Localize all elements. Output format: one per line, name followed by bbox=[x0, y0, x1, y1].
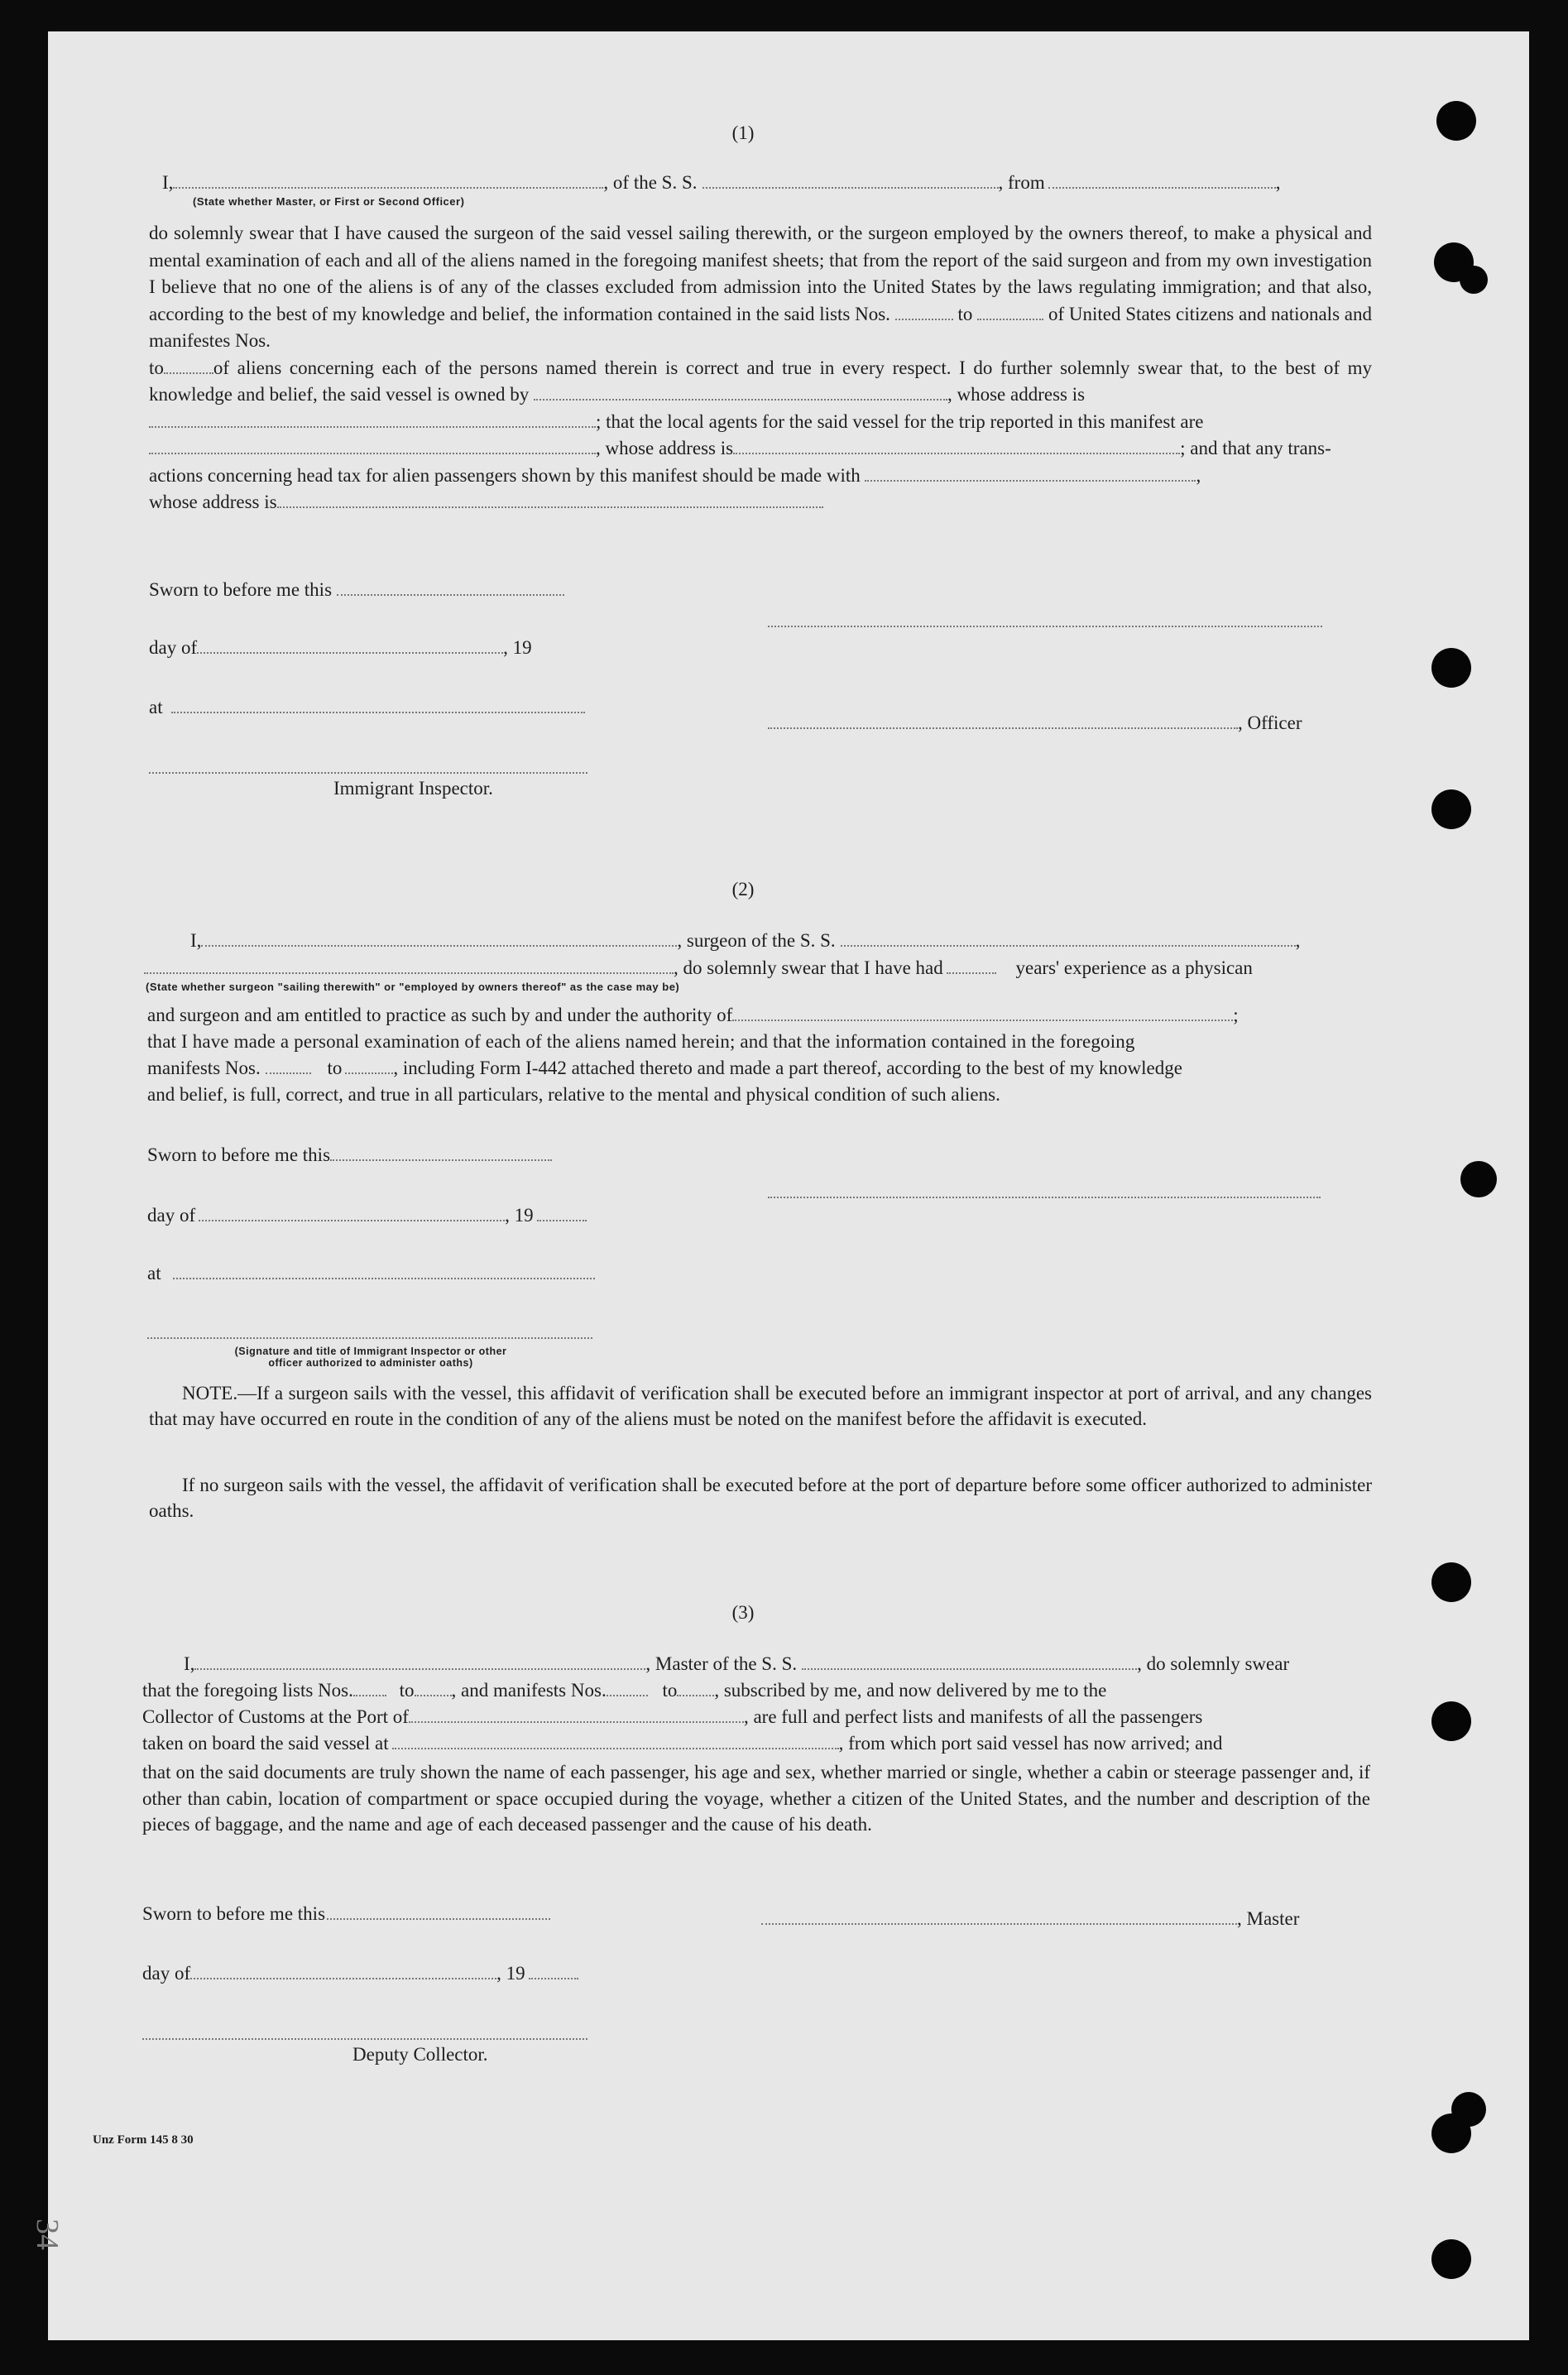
oath-line: I, , of the S. S. , from , bbox=[162, 172, 1281, 193]
day-line: day of , 19 bbox=[147, 1205, 587, 1226]
officer-line: , Officer bbox=[768, 712, 1302, 734]
form-number: Unz Form 145 8 30 bbox=[93, 2133, 194, 2147]
oath-paragraph: do solemnly swear that I have caused the surgeon of the said vessel sailing therewith, or the surgeon employed by the owners thereof, to make a physical and mental examination of each and all of the aliens named in the foregoing manifest sheets; that from the report of the said surgeon and from my own investigation I believe that no one of the aliens is of any of the classes excluded from admission into the United States by the laws regulating immigration; and that also, according to the best of my knowledge and belief, the information contained in the said lists Nos. to of United States citizens and nationals and manifestes Nos. to of aliens concerning each of the persons named therein is correct and true in every respect. I do further solemnly swear that, to the best of my knowledge and belief, the said vessel is owned by , whose address is ; that the local agents for the said vessel for the trip reported in this manifest are , whose address is ; and that any trans- actions concerning head tax for alien passengers shown by this manifest should be made with , whose address is bbox=[149, 223, 1373, 512]
manifests-line: manifests Nos. to , including Form I-442 attached thereto and made a part thereof, according to the best of my knowledge bbox=[147, 1058, 1182, 1078]
examination-line: that I have made a personal examination of each of the aliens named herein; and that the information contained in the foregoing bbox=[147, 1031, 1135, 1052]
handwritten-page-number: 34 bbox=[30, 2219, 65, 2250]
master-line: I, , Master of the S. S. , do solemnly swear bbox=[184, 1653, 1290, 1674]
punch-hole bbox=[1431, 2114, 1471, 2153]
label-from: , from bbox=[998, 172, 1045, 193]
inspector-signature-line bbox=[149, 772, 587, 774]
manifest-sheet bbox=[30, 31, 1529, 2340]
punch-hole bbox=[1460, 266, 1488, 294]
punch-hole bbox=[1431, 789, 1471, 829]
master-signature-line: , Master bbox=[761, 1908, 1299, 1930]
section-number: (3) bbox=[731, 1602, 755, 1623]
oath-body: do solemnly swear that I have caused the surgeon of the said vessel sailing therewith, or the surgeon employed by the owners thereof, to make a physical and mental examination of each and all of the aliens named in the foregoing manifest sheets; that from the report of the said surgeon and from my own investigation I believe that no one of the aliens is of any of the classes excluded from admission into the United States by the laws regulating immigration; and that also, according to the best of my knowledge and belief, the information contained in the said lists Nos. bbox=[149, 223, 1372, 324]
punch-hole bbox=[1431, 1701, 1471, 1741]
note-paragraph-2: If no surgeon sails with the vessel, the affidavit of verification shall be executed before at the port of departure before some officer authorized to administer oaths. bbox=[149, 1475, 1372, 1521]
at-line: at bbox=[149, 697, 585, 718]
swear-line: , do solemnly swear that I have had years' experience as a physican bbox=[144, 957, 1253, 979]
entitled-line: and surgeon and am entitled to practice as such by and under the authority of ; bbox=[147, 1005, 1239, 1025]
punch-hole bbox=[1431, 1562, 1471, 1602]
belief-line: and belief, is full, correct, and true in all particulars, relative to the mental and physical condition of such aliens. bbox=[147, 1084, 1000, 1105]
section-number: (2) bbox=[731, 879, 755, 900]
lists-line: that the foregoing lists Nos. to , and manifests Nos. to , subscribed by me, and now delivered by me to the bbox=[142, 1680, 1107, 1701]
collector-line: Collector of Customs at the Port of , are full and perfect lists and manifests of all the passengers bbox=[142, 1706, 1203, 1727]
deputy-collector-label: Deputy Collector. bbox=[352, 2044, 488, 2065]
punch-hole bbox=[1460, 1161, 1497, 1197]
sworn-line: Sworn to before me this bbox=[142, 1903, 550, 1925]
field-note: (State whether surgeon "sailing therewith" or "employed by owners thereof" as the case may be) bbox=[146, 981, 680, 993]
sworn-line: Sworn to before me this bbox=[149, 579, 564, 601]
signature-line bbox=[768, 1197, 1321, 1198]
surgeon-line: I, , surgeon of the S. S. , bbox=[190, 930, 1301, 951]
note-paragraph: NOTE.—If a surgeon sails with the vessel, this affidavit of verification shall be executed before an immigrant inspector at port of arrival, and any changes that may have occurred en route in the condition of any of the aliens must be noted on the manifest before the affidavit is executed. bbox=[149, 1383, 1372, 1429]
field-note: (State whether Master, or First or Second Officer) bbox=[193, 195, 465, 208]
inspector-signature-line bbox=[147, 1337, 592, 1339]
punch-hole bbox=[1431, 648, 1471, 688]
sworn-line: Sworn to before me this bbox=[147, 1144, 552, 1166]
master-paragraph: that on the said documents are truly shown the name of each passenger, his age and sex, whether married or single, whether a cabin or steerage passenger and, if other than cabin, location of compartment or space occupied during the voyage, whether a citizen of the United States, and the number and description of the pieces of baggage, and the name and age of each deceased passenger and the cause of his death. bbox=[142, 1762, 1370, 1835]
label-of-the-ss: , of the S. S. bbox=[603, 172, 698, 193]
collector-signature-line bbox=[142, 2038, 587, 2040]
section-number: (1) bbox=[731, 122, 755, 143]
day-line: day of , 19 bbox=[142, 1963, 578, 1984]
immigrant-inspector-label: Immigrant Inspector. bbox=[333, 778, 493, 799]
signature-note: (Signature and title of Immigrant Inspector or other officer authorized to administer oaths) bbox=[234, 1346, 507, 1369]
at-line: at bbox=[147, 1263, 595, 1284]
punch-hole bbox=[1436, 101, 1476, 141]
signature-line bbox=[768, 626, 1322, 627]
punch-hole bbox=[1431, 2239, 1471, 2279]
day-line: day of , 19 bbox=[149, 637, 532, 658]
label-i: I, bbox=[162, 172, 174, 193]
taken-line: taken on board the said vessel at , from which port said vessel has now arrived; and bbox=[142, 1733, 1223, 1754]
